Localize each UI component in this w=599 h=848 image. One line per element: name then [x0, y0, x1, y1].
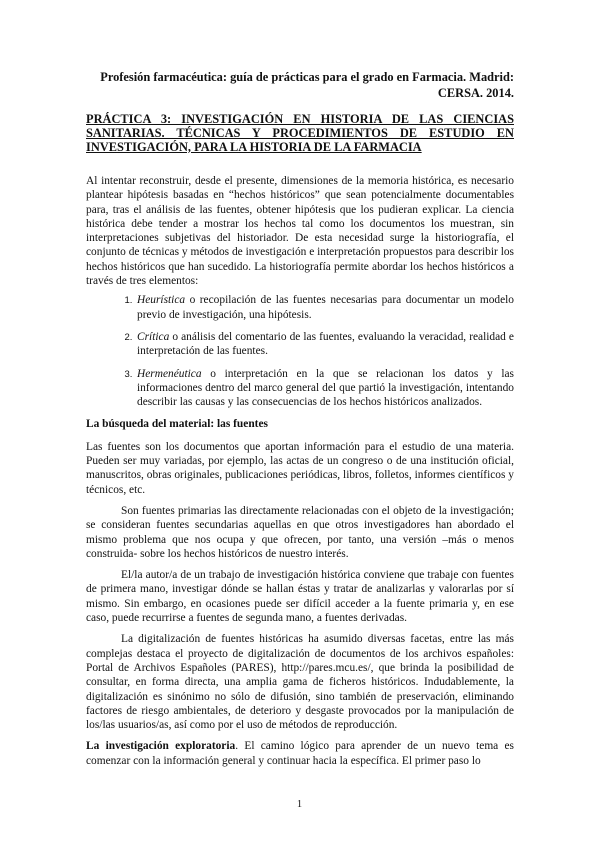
element-term: Hermenéutica	[137, 367, 202, 380]
section-subheading: La búsqueda del material: las fuentes	[86, 418, 268, 431]
page-number: 1	[296, 799, 303, 810]
sources-paragraph-1: Las fuentes son los documentos que aportan información para el estudio de una materia. Pueden ser muy variadas, por ejemplo, las actas de un congreso o de una institución oficial, manuscritos, obras originales, publicaciones periódicas, libros, folletos, informes científicos y técnicos, etc.	[86, 440, 514, 496]
intro-paragraph: Al intentar reconstruir, desde el presente, dimensiones de la memoria histórica, es necesario plantear hipótesis basadas en “hechos históricos” que sean potencialmente documentables para, tras el análisis de las fuentes, obtener hipótesis que los pudieran explicar. La ciencia histórica debe tender a mostrar los hechos tal como los documentos los muestran, sin interpretaciones subjetivas del historiador. De esta necesidad surge la historiografía, el conjunto de técnicas y métodos de investigación e interpretación propuestos para describir los hechos históricos que han sucedido. La historiografía permite abordar los hechos históricos a través de tres elementos:	[86, 175, 514, 288]
element-description: o recopilación de las fuentes necesarias para documentar un modelo previo de investigación, una hipótesis.	[137, 294, 514, 321]
list-item	[135, 293, 514, 322]
element-term: Heurística	[137, 294, 186, 307]
exploratory-paragraph	[86, 739, 514, 768]
historiography-elements-list	[86, 293, 514, 409]
element-description: o análisis del comentario de las fuentes, evaluando la veracidad, realidad e interpretación de las fuentes.	[137, 330, 514, 358]
sources-paragraph-3: El/la autor/a de un trabajo de investigación histórica conviene que trabaje con fuentes de primera mano, investigar dónde se hallan éstas y tratar de analizarlas y valorarlas por sí mismo. Sin embargo, en ocasiones puede ser difícil acceder a la fuente primaria y, en ese caso, puede recurrirse a fuentes de segunda mano, a fuentes derivadas.	[86, 569, 514, 625]
exploratory-text: . El camino lógico para aprender de un nuevo tema es comenzar con la información general y continuar hacia la específica. El primer paso lo	[86, 740, 514, 767]
exploratory-lead: La investigación exploratoria	[86, 740, 236, 753]
element-term: Crítica	[137, 330, 170, 343]
element-description: o interpretación en la que se relacionan los datos y las informaciones dentro del marco general del que partió la investigación, intentando describir las causas y las consecuencias de los hechos históricos analizados.	[137, 367, 514, 409]
practice-title: PRÁCTICA 3: INVESTIGACIÓN EN HISTORIA DE LAS CIENCIAS SANITARIAS. TÉCNICAS Y PROCEDIMIENTOS DE ESTUDIO EN INVESTIGACIÓN, PARA LA HISTORIA DE LA FARMACIA	[86, 112, 514, 154]
sources-paragraph-2: Son fuentes primarias las directamente relacionadas con el objeto de la investigación; se consideran fuentes secundarias aquellas en que otros investigadores han abordado el mismo problema que nos ocupa y que ofrecen, por tanto, una versión –más o menos construida- sobre los hechos históricos de nuestro interés.	[86, 504, 514, 560]
list-item	[135, 367, 514, 410]
body-text	[86, 174, 514, 768]
citation-header: Profesión farmacéutica: guía de prácticas para el grado en Farmacia. Madrid: CERSA. 2014.	[100, 70, 514, 100]
sources-paragraph-4: La digitalización de fuentes históricas ha asumido diversas facetas, entre las más complejas destaca el proyecto de digitalización de documentos de los archivos españoles: Portal de Archivos Españoles (PARES), http://pares.mcu.es/, que brinda la posibilidad de consultar, en forma directa, una amplia gama de ficheros históricos. Indudablemente, la digitalización es sinónimo no sólo de difusión, sino también de preservación, eliminando factores de riesgo ambientales, de deterioro y desgaste provocados por la manipulación de los/las usuarios/as, así como por el uso de métodos de reproducción.	[86, 633, 514, 732]
list-item	[135, 330, 514, 359]
